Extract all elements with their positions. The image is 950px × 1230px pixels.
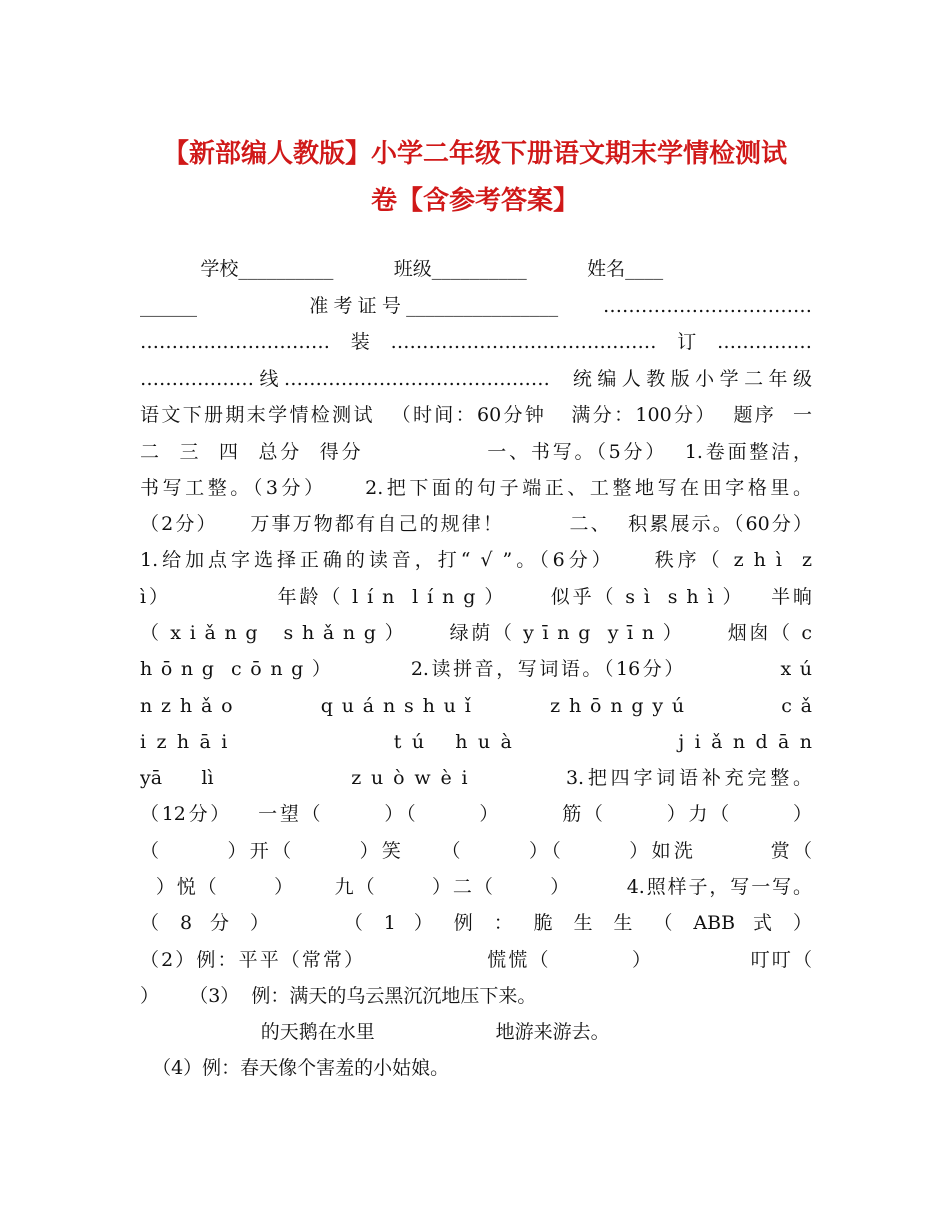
text-line-18: ）悦（ ） 九（ ）二（ ） 4.照样子，写一写。 — [140, 876, 812, 898]
document-title-line-1: 【新部编人教版】小学二年级下册语文期末学情检测试 — [162, 139, 787, 169]
text-line-8: （2分） 万事万物都有自己的规律！ 二、 积累展示。（60分） — [140, 513, 812, 535]
text-line-20: （2）例：平平（常常） 慌慌（ ） 叮叮（ — [140, 949, 812, 971]
text-line-16: （12分） 一望（ ）（ ） 筋（ ）力（ ） — [140, 803, 812, 825]
text-line-12: h ō n g c ō n g ） 2.读拼音，写词语。（16分） x ú — [140, 658, 812, 680]
text-line-4: ………………线…………………………………… 统编人教版小学二年级 — [140, 368, 812, 390]
text-line-23: （4）例：春天像个害羞的小姑娘。 — [140, 1057, 450, 1079]
text-line-10: ì） 年龄（ l í n l í n g ） 似乎（ s ì s h ì ） 半晌 — [140, 586, 812, 608]
text-line-14: i z h ā i t ú h u à j i ǎ n d ā n — [140, 731, 812, 753]
document-title-line-2: 卷【含参考答案】 — [370, 186, 579, 216]
text-line-11: （ x i ǎ n g s h ǎ n g ） 绿荫（ y ī n g y ī n ） 烟囱（ c — [140, 622, 812, 644]
text-line-3: …………………………装……………………………………订…………… — [140, 331, 812, 353]
text-line-22: 的天鹅在水里 地游来游去。 — [140, 1021, 610, 1043]
text-line-9: 1.给加点字选择正确的读音，打“ √ ”。（6分） 秩序（ z h ì z — [140, 549, 812, 571]
text-line-15: yā lì z u ò w è i 3.把四字词语补充完整。 — [140, 767, 812, 789]
text-line-13: n z h ǎ o q u á n s h u ǐ z h ō n g y ú c ǎ — [140, 695, 812, 717]
text-line-17: （ ）开（ ）笑 （ ）（ ）如洗 赏（ — [140, 840, 812, 862]
text-line-1: 学校__________ 班级__________ 姓名____ — [140, 258, 664, 280]
text-line-5: 语文下册期末学情检测试 （时间：60分钟 满分：100分） 题序 一 — [140, 404, 812, 426]
text-line-7: 书写工整。（3分） 2.把下面的句子端正、工整地写在田字格里。 — [140, 477, 812, 499]
text-line-19: （ 8 分 ） （ 1 ） 例 ： 脆 生 生 （ ABB 式 ） — [140, 912, 812, 934]
text-line-6: 二 三 四 总分 得分 一、书写。（5分） 1.卷面整洁， — [140, 441, 812, 463]
text-line-21: ） （3） 例：满天的乌云黑沉沉地压下来。 — [140, 985, 537, 1007]
text-line-2: ______ 准考证号________________ …………………………… — [140, 295, 812, 317]
